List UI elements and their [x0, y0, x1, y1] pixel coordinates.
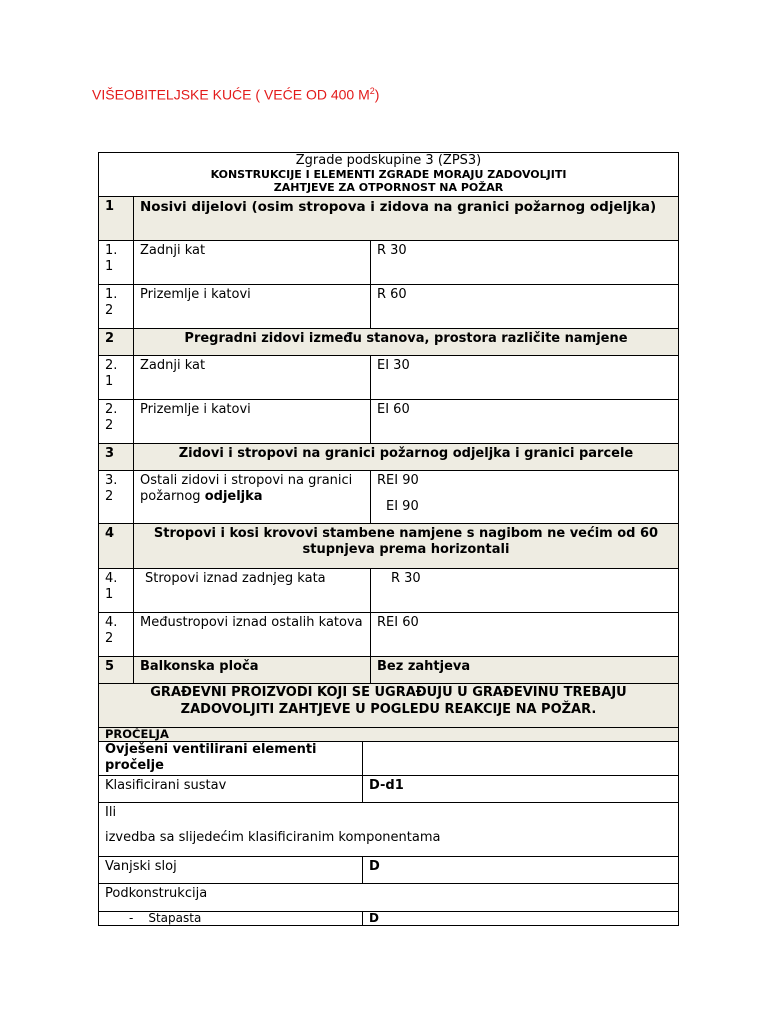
procelja-heading: PROČELJA	[98, 727, 679, 742]
vanjski-value: D	[362, 856, 679, 884]
row-2-2-value: EI 60	[370, 399, 679, 444]
row-1-1-value: R 30	[370, 240, 679, 285]
podkonstrukcija-label: Podkonstrukcija	[98, 883, 679, 912]
ovjeseni-value	[362, 741, 679, 776]
row-2-1-number: 2. 1	[98, 355, 134, 400]
row-2-1-label: Zadnji kat	[133, 355, 371, 400]
vanjski-label: Vanjski sloj	[98, 856, 363, 884]
klasificirani-value: D-d1	[362, 775, 679, 803]
ili-note: Ili izvedba sa slijedećim klasificiranim komponentama	[98, 802, 679, 857]
row-2-2-number: 2. 2	[98, 399, 134, 444]
section-4-number: 4	[98, 523, 134, 569]
klasificirani-label: Klasificirani sustav	[98, 775, 363, 803]
row-1-2-number: 1. 2	[98, 284, 134, 329]
products-heading: GRAĐEVNI PROIZVODI KOJI SE UGRAĐUJU U GRAĐEVINU TREBAJU ZADOVOLJITI ZAHTJEVE U POGLEDU REAKCIJE NA POŽAR.	[98, 683, 679, 728]
row-3-2-number: 3. 2	[98, 470, 134, 524]
ovjeseni-label: Ovješeni ventilirani elementi pročelje	[98, 741, 363, 776]
row-2-2-label: Prizemlje i katovi	[133, 399, 371, 444]
section-5-number: 5	[98, 656, 134, 684]
row-4-2-value: REI 60	[370, 612, 679, 657]
row-4-2-number: 4. 2	[98, 612, 134, 657]
stapasta-label: - Štapasta	[98, 911, 363, 926]
section-3-title: Zidovi i stropovi na granici požarnog odjeljka i granici parcele	[133, 443, 679, 471]
section-3-number: 3	[98, 443, 134, 471]
section-2-number: 2	[98, 328, 134, 356]
row-2-1-value: EI 30	[370, 355, 679, 400]
table-title: Zgrade podskupine 3 (ZPS3) KONSTRUKCIJE I ELEMENTI ZGRADE MORAJU ZADOVOLJITI ZAHTJEVE ZA OTPORNOST NA POŽAR	[98, 152, 679, 197]
section-2-title: Pregradni zidovi između stanova, prostora različite namjene	[133, 328, 679, 356]
row-3-2-value: REI 90 EI 90	[370, 470, 679, 524]
section-5-label: Balkonska ploča	[133, 656, 371, 684]
row-1-2-label: Prizemlje i katovi	[133, 284, 371, 329]
row-4-1-value: R 30	[370, 568, 679, 613]
row-4-1-label: Stropovi iznad zadnjeg kata	[133, 568, 371, 613]
row-4-2-label: Međustropovi iznad ostalih katova	[133, 612, 371, 657]
section-5-value: Bez zahtjeva	[370, 656, 679, 684]
row-4-1-number: 4. 1	[98, 568, 134, 613]
row-1-1-number: 1. 1	[98, 240, 134, 285]
section-1-number: 1	[98, 196, 134, 241]
section-1-title: Nosivi dijelovi (osim stropova i zidova na granici požarnog odjeljka)	[133, 196, 679, 241]
row-1-1-label: Zadnji kat	[133, 240, 371, 285]
page-heading: VIŠEOBITELJSKE KUĆE ( VEĆE OD 400 $M^2$)	[92, 86, 380, 103]
row-3-2-label: Ostali zidovi i stropovi na granici požarnog odjeljka	[133, 470, 371, 524]
stapasta-value: D	[362, 911, 679, 926]
section-4-title: Stropovi i kosi krovovi stambene namjene s nagibom ne većim od 60 stupnjeva prema horizontali	[133, 523, 679, 569]
row-1-2-value: R 60	[370, 284, 679, 329]
